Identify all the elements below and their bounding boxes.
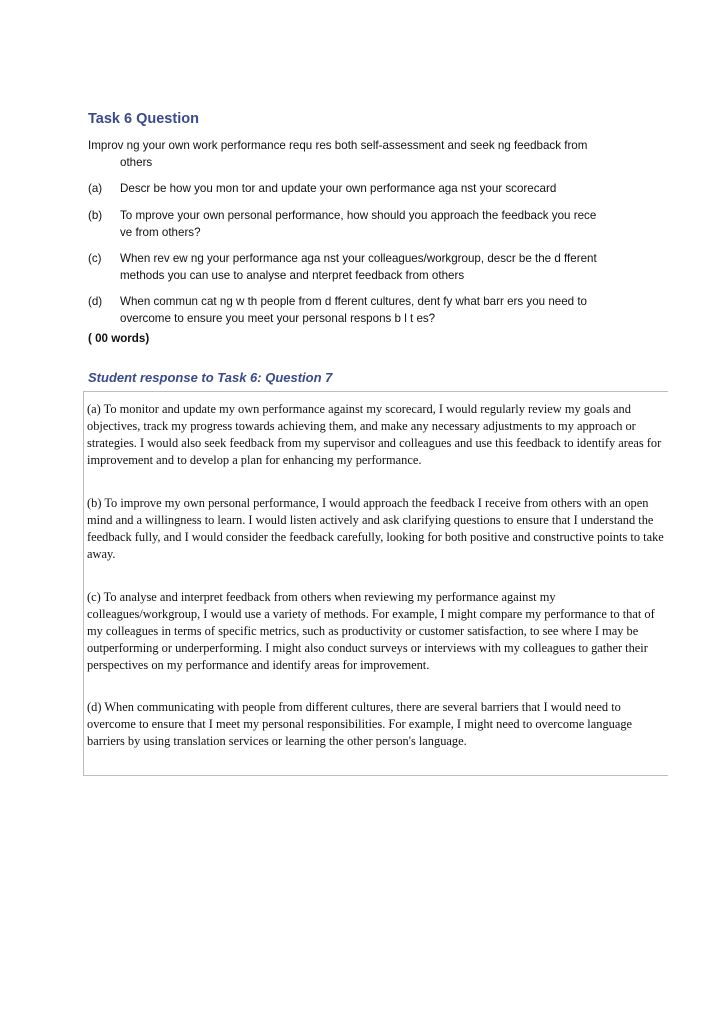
response-paragraph-a: (a) To monitor and update my own performance against my scorecard, I would regularly review my goals and objectives, track my progress towards achieving them, and make any necessary adjustments to my approach or strategies. I would also seek feedback from my supervisor and colleagues and use this feedback to identify areas for improvement and to develop a plan for enhancing my performance. — [87, 402, 662, 467]
response-heading: Student response to Task 6: Question 7 — [88, 370, 333, 385]
question-text: When commun cat ng w th people from d fferent cultures, dent fy what barr ers you need to overcome to ensure you meet your personal respons b l t es? — [120, 295, 587, 325]
response-paragraph-b: (b) To improve my own personal performance, I would approach the feedback I receive from others with an open mind and a willingness to learn. I would listen actively and ask clarifying questions to ensure that I understand the feedback fully, and I would consider the feedback carefully, looking for both positive and constructive points to take away. — [87, 496, 664, 561]
question-label: (b) — [88, 209, 103, 222]
question-text: When rev ew ng your performance aga nst your colleagues/workgroup, descr be the d fferent methods you can use to analyse and nterpret feedback from others — [120, 252, 597, 282]
question-a — [88, 180, 648, 197]
task-intro — [88, 137, 648, 171]
question-text: To mprove your own personal performance, how should you approach the feedback you rece ve from others? — [120, 209, 597, 239]
question-label: (d) — [88, 295, 103, 308]
question-b — [88, 207, 648, 241]
question-label: (a) — [88, 182, 103, 195]
task-intro-line1: Improv ng your own work performance requ res both self-assessment and seek ng feedback from — [88, 139, 588, 152]
question-c — [88, 250, 648, 284]
question-d — [88, 293, 648, 327]
word-limit: ( 00 words) — [88, 332, 150, 345]
question-label: (c) — [88, 252, 102, 265]
response-paragraph-d: (d) When communicating with people from different cultures, there are several barriers that I would need to overcome to ensure that I meet my personal responsibilities. For example, I might need to overcome language barriers by using translation services or learning the other person's language. — [87, 700, 633, 748]
task-heading: Task 6 Question — [88, 111, 199, 127]
question-text: Descr be how you mon tor and update your own performance aga nst your scorecard — [120, 182, 557, 195]
task-intro-line2: others — [120, 156, 153, 169]
response-paragraph-c: (c) To analyse and interpret feedback from others when reviewing my performance against my colleagues/workgroup, I would use a variety of methods. For example, I might compare my performance to that of my colleagues in terms of specific metrics, such as productivity or customer satisfaction, to see where I may be outperforming or underperforming. I might also conduct surveys or interviews with my colleagues to gather their perspectives on my performance and identify areas for improvement. — [87, 590, 655, 672]
